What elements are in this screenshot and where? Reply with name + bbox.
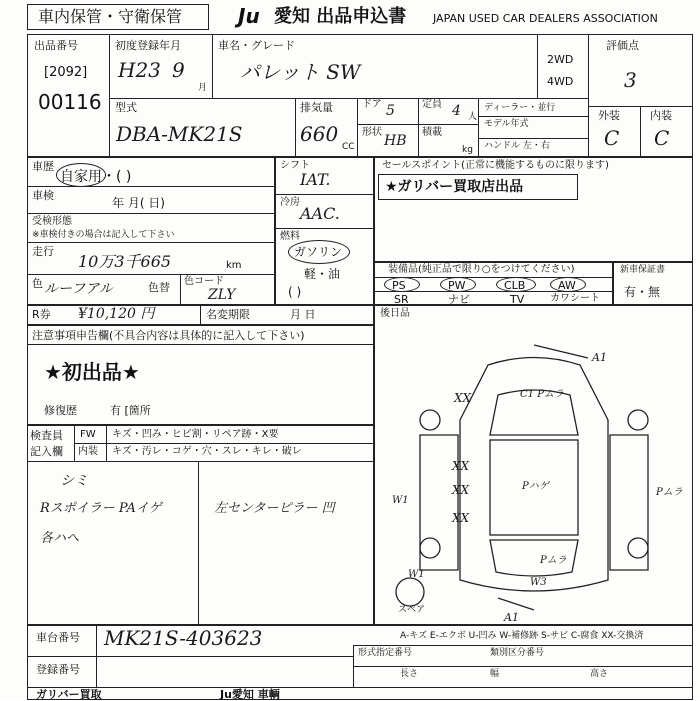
load-label: 積載 [422, 127, 442, 138]
name-change-label: 名変期限 [206, 308, 250, 321]
notes-label: 注意事項申告欄(不具合内容は具体的に記入して下さい) [32, 329, 305, 342]
fuel-diesel: 軽・油 [304, 267, 341, 281]
capacity-value: 4 [452, 103, 461, 119]
lot-label: 出品番号 [34, 39, 78, 52]
diagram-rear-label2: W3 [530, 577, 547, 588]
equipment-label: 装備品(純正品で限り○をつけてください) [388, 264, 575, 275]
inspector-label-1: 検査員 [30, 429, 63, 442]
equip-aw: AW [558, 279, 576, 292]
first-reg-label: 初度登録年月 [115, 39, 181, 52]
equip-clb: CLB [504, 279, 526, 292]
score-value: 3 [624, 68, 637, 92]
fw-label: FW [80, 429, 96, 440]
int-label: 内装 [650, 109, 672, 122]
clb-circle [496, 277, 536, 292]
color-code-value: ZLY [208, 287, 236, 303]
first-listing: ★初出品★ [44, 360, 140, 384]
diagram-left-mid1: XX [452, 459, 470, 473]
type-value: DBA-MK21S [116, 122, 243, 146]
spare-label: スペア [398, 605, 426, 615]
grid-label-1: 形式指定番号 [358, 648, 413, 658]
left-side-panel [420, 435, 458, 570]
int-value: C [654, 126, 670, 150]
new-warranty-value: 有・無 [624, 285, 661, 299]
name-change-value: 月 日 [290, 308, 316, 321]
remark-1: シミ [60, 473, 88, 489]
a1-top-leader [534, 345, 588, 358]
handle-label: ハンドル 左・右 [484, 141, 550, 151]
storage-label: 車内保管・守衛保管 [38, 7, 183, 26]
int-label: 内装 [78, 446, 98, 457]
wheel-rr [628, 538, 648, 558]
remark-2: Rスポイラー PAイゲ [40, 501, 162, 516]
shift-value: IAT. [300, 170, 331, 189]
selling-banner: ★ガリバー買取店出品 [385, 179, 524, 195]
diagram-left-front: XX [454, 391, 472, 405]
after-label: 後日品 [380, 308, 410, 319]
disp-unit: CC [342, 142, 355, 152]
ac-label: 冷房 [280, 197, 300, 208]
equip-pw: PW [448, 279, 466, 292]
mileage-value: 10万3千665 [78, 252, 172, 271]
mileage-label: 走行 [32, 245, 54, 258]
diagram-roof-label: Pハゲ [522, 481, 549, 492]
color-code-label: 色コード [184, 276, 224, 287]
recycle-label: R券 [32, 308, 51, 321]
disp-label: 排気量 [300, 101, 333, 114]
repair-label: 修復歴 [44, 404, 77, 417]
equip-seat: カワシート [550, 293, 600, 304]
storage-label-box [27, 4, 209, 30]
model-year-label: モデル年式 [484, 119, 529, 129]
ac-value: AAC. [300, 204, 340, 223]
car-name-value: パレット SW [240, 60, 361, 84]
gulliver-label: ガリバー買取 [36, 688, 102, 701]
diagram-left-mid2: XX [452, 483, 470, 497]
fuel-circle [288, 240, 350, 264]
grid-label-5: 高さ [590, 669, 609, 679]
shift-label: シフト [280, 160, 310, 171]
lot-number: 00116 [38, 90, 102, 114]
diagram-top-label: A1 [592, 351, 607, 364]
era-year: H23 [118, 58, 161, 82]
inspector-label-2: 記入欄 [30, 445, 63, 458]
ps-circle [384, 277, 420, 292]
history-label: 車歴 [32, 160, 54, 173]
chassis-label: 車台番号 [36, 631, 80, 644]
fw-items: キズ・凹み・ヒビ割・リペア跡・X要 [112, 429, 279, 440]
disp-value: 660 [300, 122, 339, 146]
equip-tv: TV [510, 293, 525, 306]
ext-value: C [604, 126, 620, 150]
form-title: 愛知 出品申込書 [274, 6, 407, 27]
grid-label-4: 幅 [490, 669, 500, 679]
wheel-rl [420, 538, 440, 558]
inspection-value: 年 月( 日) [112, 196, 165, 210]
diagram-right-label: Pムラ [656, 487, 683, 498]
equip-sr: SR [394, 293, 409, 306]
color-value: ルーフアル [44, 281, 113, 297]
selling-section [374, 157, 693, 262]
int-items: キズ・汚レ・コゲ・穴・スレ・キレ・破レ [112, 446, 302, 457]
ext-label: 外装 [598, 109, 620, 122]
diagram-left-rear: XX [452, 511, 470, 525]
receipt-note: ※車検付きの場合は記入して下さい [32, 230, 175, 240]
selling-label: セールスポイント(正常に機能するものに限ります) [382, 160, 609, 171]
month-unit: 月 [198, 83, 208, 93]
pw-circle [440, 277, 476, 292]
score-label: 評価点 [606, 39, 639, 52]
footer-bottom-text: Ju愛知 車輌 [220, 688, 280, 701]
drive-4wd: 4WD [547, 75, 574, 88]
wheel-fr [628, 410, 648, 430]
diagram-bottom-label: A1 [504, 611, 519, 624]
load-unit: kg [462, 145, 473, 155]
diagram-rear-label1: Pムラ [540, 555, 567, 566]
remark-4: 各ハへ [40, 531, 80, 546]
grid-label-2: 類別区分番号 [490, 648, 545, 658]
mileage-unit: km [226, 260, 242, 271]
type-label: 型式 [115, 101, 137, 114]
chassis-value: MK21S-403623 [104, 626, 263, 650]
repair-value: 有 [箇所 [110, 404, 151, 417]
door-label: ドア [362, 99, 382, 110]
reg-month: 9 [172, 58, 185, 82]
selling-banner-box [378, 174, 578, 200]
equip-navi: ナビ [448, 293, 470, 306]
damage-legend: A-キズ E-エクボ U-凹み W-補修跡 S-サビ C-腐食 XX-交換済 [400, 631, 644, 641]
association-name: JAPAN USED CAR DEALERS ASSOCIATION [433, 12, 658, 25]
remark-3: 左センターピラー 凹 [214, 501, 335, 516]
history-value: 自家用・( ) [60, 169, 132, 185]
history-circle [56, 163, 106, 187]
capacity-unit: 人 [468, 112, 478, 122]
shape-label: 形状 [362, 127, 382, 138]
new-warranty-label: 新車保証書 [620, 265, 666, 275]
dealer-label: ディーラー・並行 [484, 103, 556, 113]
car-damage-diagram [378, 340, 690, 615]
drive-2wd: 2WD [547, 53, 574, 66]
wheel-fl [420, 410, 440, 430]
fuel-value: ガソリン [294, 245, 343, 259]
reg-label: 登録番号 [36, 663, 80, 676]
color-label: 色 [32, 277, 43, 290]
inspection-label: 車検 [32, 189, 54, 202]
recycle-value: ¥10,120 円 [78, 306, 155, 322]
aw-circle [550, 277, 586, 292]
fuel-other: ( ) [288, 285, 302, 299]
capacity-label: 定員 [422, 99, 442, 110]
spare-tire [396, 578, 424, 606]
a1-bottom-leader [498, 598, 534, 610]
diagram-hood-label: C1 Pムラ [520, 389, 564, 400]
color-change-label: 色替 [148, 281, 170, 294]
fuel-label: 燃料 [280, 231, 300, 242]
diagram-bottom-left: W1 [408, 569, 425, 580]
shape-value: HB [384, 133, 407, 149]
ju-logo: Ju [238, 4, 260, 28]
lot-bracket-number: [2092] [44, 65, 88, 80]
right-side-panel [610, 435, 648, 570]
receipt-label: 受検形態 [32, 216, 72, 227]
diagram-side-left: W1 [392, 495, 409, 506]
equip-ps: PS [392, 279, 406, 292]
grid-label-3: 長さ [400, 669, 419, 679]
car-name-label: 車名・グレード [218, 39, 295, 52]
door-value: 5 [386, 103, 395, 119]
